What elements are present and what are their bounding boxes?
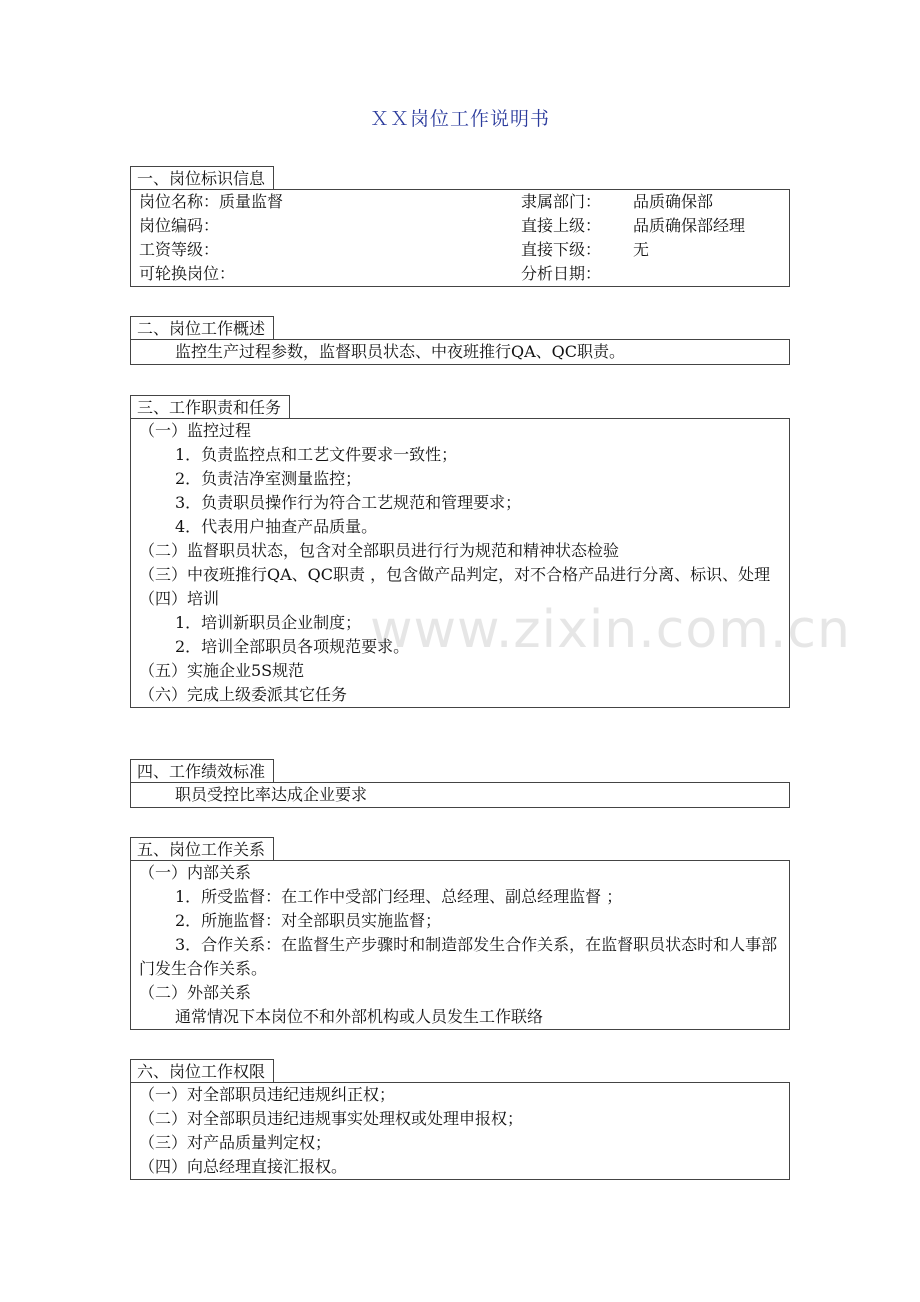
section-identification xyxy=(130,166,790,287)
info-row xyxy=(139,190,785,214)
section-header: 三、工作职责和任务 xyxy=(130,395,290,418)
identification-box xyxy=(130,189,790,287)
relation-heading: （一）内部关系 xyxy=(139,863,252,882)
overview-text: 监控生产过程参数，监督职员状态、中夜班推行QA、QC职责。 xyxy=(175,342,626,361)
duty-item: 3．负责职员操作行为符合工艺规范和管理要求； xyxy=(175,493,522,512)
performance-box xyxy=(130,782,790,808)
authority-item: （四）向总经理直接汇报权。 xyxy=(139,1157,348,1176)
info-value: 品质确保部经理 xyxy=(633,216,746,235)
authority-box xyxy=(130,1082,790,1180)
duty-heading: （四）培训 xyxy=(139,589,220,608)
duty-heading: （三）中夜班推行QA、QC职责 ，包含做产品判定，对不合格产品进行分离、标识、处理 xyxy=(139,565,771,584)
relation-item: 2．所施监督：对全部职员实施监督； xyxy=(175,911,442,930)
section-header: 六、岗位工作权限 xyxy=(130,1059,274,1082)
section-relations xyxy=(130,837,790,1030)
info-left: 可轮换岗位： xyxy=(139,264,236,283)
relation-item: 1．所受监督：在工作中受部门经理、总经理、副总经理监督 ； xyxy=(175,887,623,906)
info-key: 直接上级： xyxy=(521,216,602,235)
info-left: 岗位名称：质量监督 xyxy=(139,192,284,211)
section-duties xyxy=(130,395,790,708)
duty-heading: （一）监控过程 xyxy=(139,421,252,440)
relation-heading: （二）外部关系 xyxy=(139,983,252,1002)
section-header: 五、岗位工作关系 xyxy=(130,837,274,860)
relation-item: 3．合作关系：在监督生产步骤时和制造部发生合作关系，在监督职员状态时和人事部门发生合作关系。 xyxy=(139,935,778,978)
duty-heading: （二）监督职员状态，包含对全部职员进行行为规范和精神状态检验 xyxy=(139,541,620,560)
info-value: 无 xyxy=(633,240,650,259)
info-key: 隶属部门： xyxy=(521,192,602,211)
authority-item: （一）对全部职员违纪违规纠正权； xyxy=(139,1085,396,1104)
info-left: 工资等级： xyxy=(139,240,220,259)
section-authority xyxy=(130,1059,790,1180)
authority-item: （三）对产品质量判定权； xyxy=(139,1133,332,1152)
section-overview xyxy=(130,316,790,365)
performance-text: 职员受控比率达成企业要求 xyxy=(175,785,368,804)
document-title: ＸＸ岗位工作说明书 xyxy=(369,108,550,130)
section-header: 二、岗位工作概述 xyxy=(130,316,274,339)
info-left: 岗位编码： xyxy=(139,216,220,235)
duty-heading: （六）完成上级委派其它任务 xyxy=(139,685,348,704)
info-key: 分析日期： xyxy=(521,264,602,283)
info-value: 品质确保部 xyxy=(633,192,714,211)
duty-item: 1．负责监控点和工艺文件要求一致性； xyxy=(175,445,458,464)
relation-item: 通常情况下本岗位不和外部机构或人员发生工作联络 xyxy=(175,1007,544,1026)
info-row xyxy=(139,238,785,262)
duty-item: 2．培训全部职员各项规范要求。 xyxy=(175,637,410,656)
watermark: www.zixin.com.cn xyxy=(370,600,851,660)
info-value xyxy=(633,262,785,286)
overview-box xyxy=(130,339,790,365)
info-key: 直接下级： xyxy=(521,240,602,259)
duty-heading: （五）实施企业5S规范 xyxy=(139,661,305,680)
section-header: 四、工作绩效标准 xyxy=(130,759,274,782)
duties-box xyxy=(130,418,790,708)
duty-item: 1．培训新职员企业制度； xyxy=(175,613,362,632)
section-performance xyxy=(130,759,790,808)
duty-item: 2．负责洁净室测量监控； xyxy=(175,469,362,488)
info-row xyxy=(139,214,785,238)
section-header: 一、岗位标识信息 xyxy=(130,166,274,189)
authority-item: （二）对全部职员违纪违规事实处理权或处理申报权； xyxy=(139,1109,524,1128)
info-row xyxy=(139,262,785,286)
relations-box xyxy=(130,860,790,1030)
duty-item: 4．代表用户抽查产品质量。 xyxy=(175,517,378,536)
